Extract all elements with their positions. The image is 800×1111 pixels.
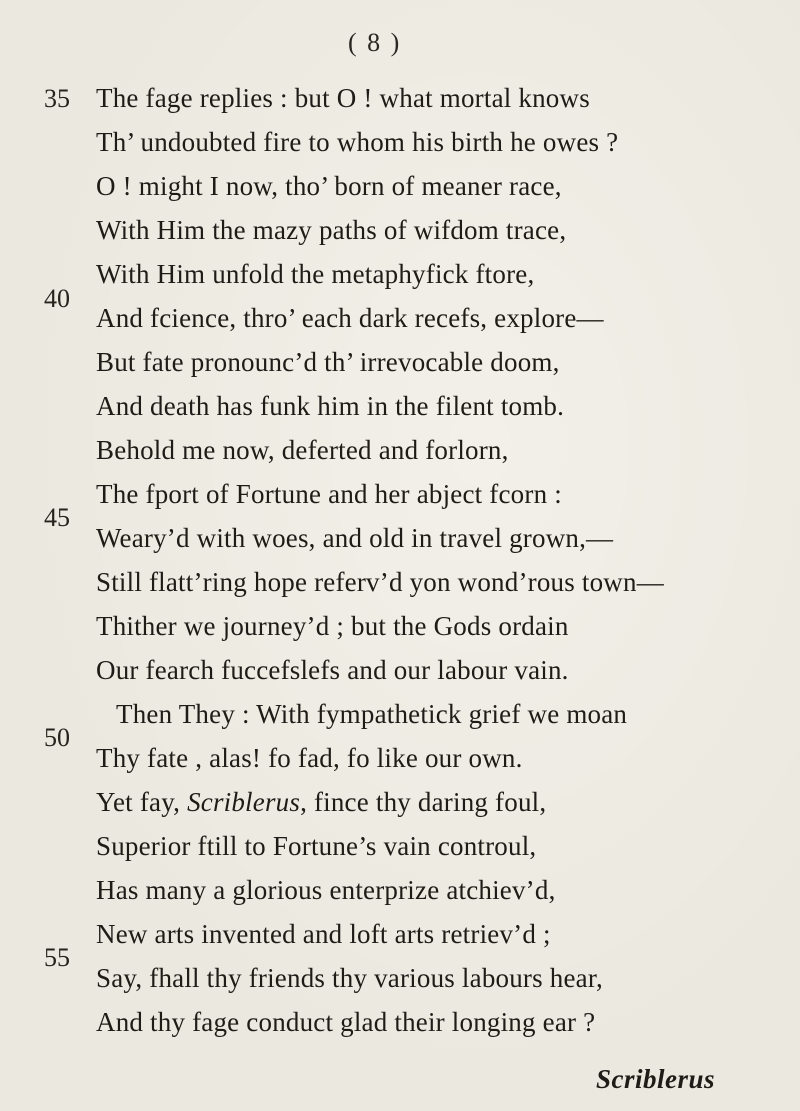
poem-line: And thy fage conduct glad their longing ear ? — [96, 1007, 596, 1037]
poem-line: New arts invented and loft arts retriev’d ; — [96, 919, 551, 949]
page-number: ( 8 ) — [348, 28, 402, 57]
poem-line: The fport of Fortune and her abject fcorn : — [96, 479, 562, 509]
poem-line: But fate pronounc’d th’ irrevocable doom, — [96, 347, 560, 377]
poem-line: Then They : With fympathetick grief we moan — [116, 699, 628, 729]
poem-line-part: , fince thy daring foul, — [300, 787, 547, 817]
poem-line: The fage replies : but O ! what mortal knows — [96, 83, 590, 113]
poem-line: Behold me now, deferted and forlorn, — [96, 435, 509, 465]
poem-line-with-name — [96, 789, 546, 816]
poem-line: Our fearch fuccefslefs and our labour vain. — [96, 655, 569, 685]
catchword-signature: Scriblerus — [596, 1064, 716, 1094]
poem-line: Say, fhall thy friends thy various labours hear, — [96, 963, 603, 993]
line-number-50: 50 — [44, 723, 70, 752]
poem-line-part: Yet fay, — [96, 787, 188, 817]
poem-line: Weary’d with woes, and old in travel grown,— — [96, 523, 614, 553]
poem-line: And fcience, thro’ each dark recefs, explore— — [96, 303, 604, 333]
line-number-55: 55 — [44, 943, 70, 972]
poem-line: With Him the mazy paths of wifdom trace, — [96, 215, 567, 245]
poem-line: O ! might I now, tho’ born of meaner race, — [96, 171, 562, 201]
poem-line: Superior ftill to Fortune’s vain controul, — [96, 831, 537, 861]
poem-line: Th’ undoubted fire to whom his birth he owes ? — [96, 127, 619, 157]
line-number-40: 40 — [44, 284, 70, 313]
poem-line: With Him unfold the metaphyfick ftore, — [96, 259, 535, 289]
poem-line: Thither we journey’d ; but the Gods ordain — [96, 611, 569, 641]
poem-line: Still flatt’ring hope referv’d yon wond’rous town— — [96, 567, 664, 597]
poem-line: And death has funk him in the filent tomb. — [96, 391, 565, 421]
poem-line: Has many a glorious enterprize atchiev’d, — [96, 875, 556, 905]
scriblerus-name: Scriblerus — [187, 787, 301, 817]
line-number-35: 35 — [44, 84, 70, 113]
line-number-45: 45 — [44, 503, 70, 532]
poem-line: Thy fate , alas! fo fad, fo like our own. — [96, 743, 523, 773]
